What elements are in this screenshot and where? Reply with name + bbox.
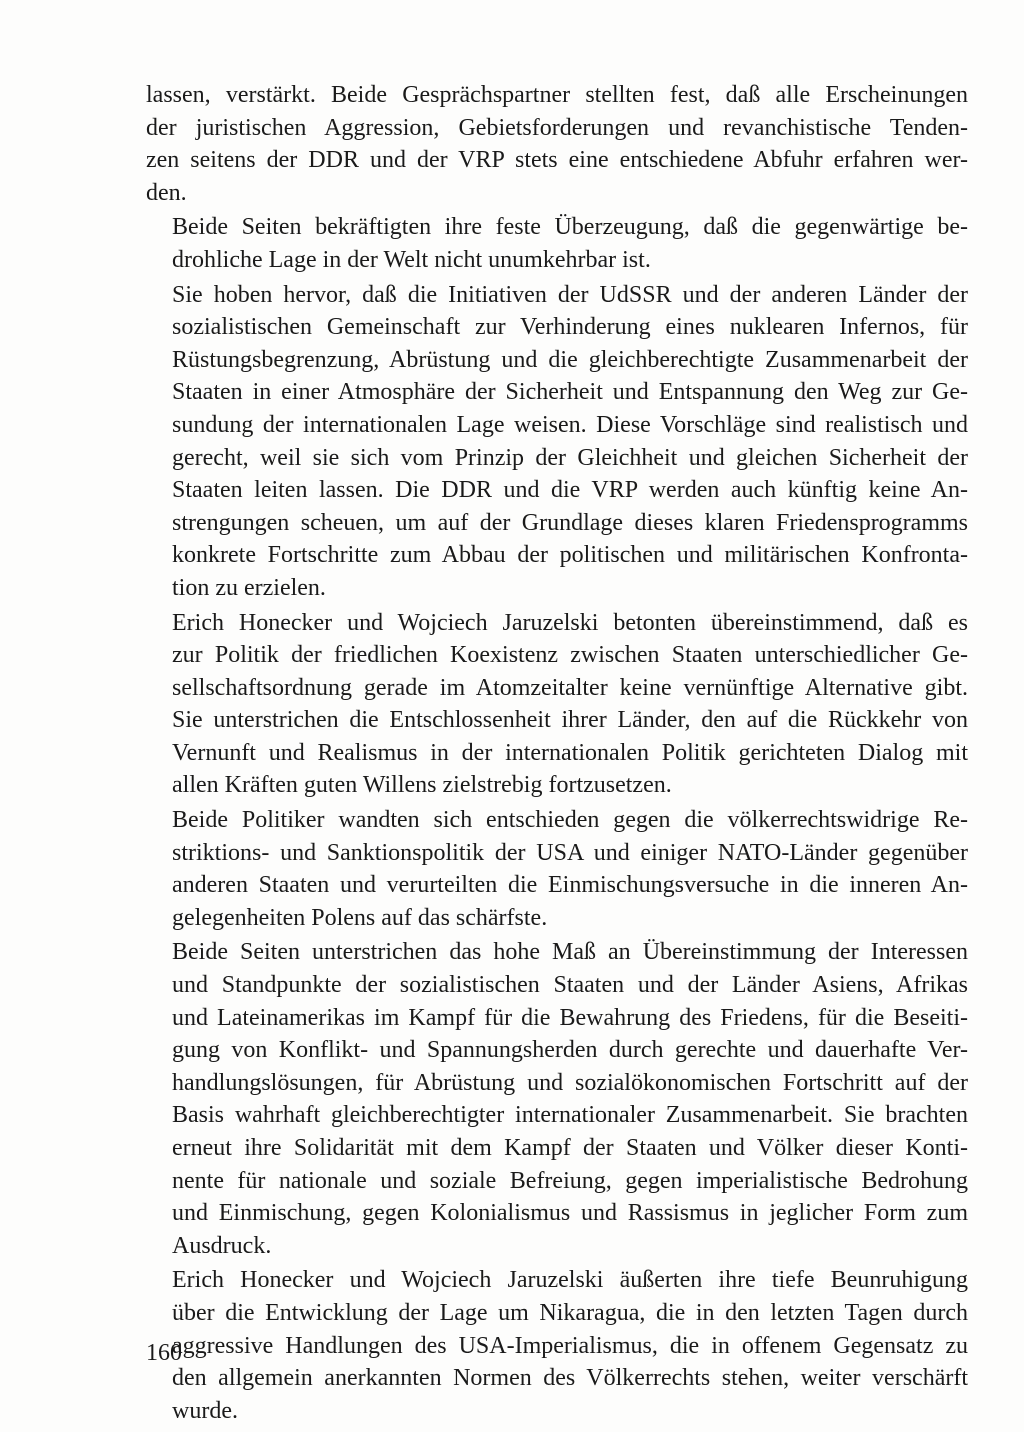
body-text [146, 79, 968, 1429]
text-line: striktions- und Sanktionspolitik der USA und einiger NATO-Länder gegenüber [172, 839, 968, 866]
text-line: Vernunft und Realismus in der internationalen Politik gerichteten Dialog mit [172, 739, 968, 766]
paragraph [146, 211, 968, 276]
page-number: 160 [146, 1340, 182, 1366]
text-line: sozialistischen Gemeinschaft zur Verhinderung eines nuklearen Infernos, für [172, 314, 968, 341]
text-line: zur Politik der friedlichen Koexistenz zwischen Staaten unterschiedlicher Ge- [172, 642, 968, 669]
text-line: Staaten leiten lassen. Die DDR und die VRP werden auch künftig keine An- [172, 477, 968, 504]
paragraph [146, 279, 968, 605]
text-line: Sie hoben hervor, daß die Initiativen der UdSSR und der anderen Länder der [172, 281, 968, 308]
text-line: Beide Politiker wandten sich entschieden gegen die völkerrechtswidrige Re- [172, 807, 968, 834]
text-line: handlungslösungen, für Abrüstung und sozialökonomischen Fortschritt auf der [172, 1069, 968, 1096]
text-line: und Standpunkte der sozialistischen Staaten und der Länder Asiens, Afrikas [172, 972, 968, 999]
text-line: lassen, verstärkt. Beide Gesprächspartner stellten fest, daß alle Erscheinungen [146, 82, 968, 108]
text-line: wurde. [172, 1397, 238, 1424]
text-line: und Einmischung, gegen Kolonialismus und Rassismus in jeglicher Form zum [172, 1200, 968, 1227]
text-line: gelegenheiten Polens auf das schärfste. [172, 904, 548, 931]
text-line: den allgemein anerkannten Normen des Völkerrechts stehen, weiter verschärft [172, 1365, 968, 1392]
text-line: drohliche Lage in der Welt nicht unumkehrbar ist. [172, 246, 651, 273]
text-line: Basis wahrhaft gleichberechtigter internationaler Zusammenarbeit. Sie brachten [172, 1102, 968, 1129]
paragraph [146, 804, 968, 934]
paragraph [146, 607, 968, 803]
text-line: den. [146, 179, 187, 206]
paragraph [146, 79, 968, 209]
text-line: Staaten in einer Atmosphäre der Sicherheit und Entspannung den Weg zur Ge- [172, 379, 968, 406]
text-line: tion zu erzielen. [172, 574, 326, 601]
paragraph [146, 936, 968, 1262]
text-line: Erich Honecker und Wojciech Jaruzelski äußerten ihre tiefe Beunruhigung [172, 1267, 968, 1294]
text-line: und Lateinamerikas im Kampf für die Bewahrung des Friedens, für die Beseiti- [172, 1004, 968, 1031]
text-line: aggressive Handlungen des USA-Imperialismus, die in offenem Gegensatz zu [172, 1332, 968, 1359]
text-line: strengungen scheuen, um auf der Grundlage dieses klaren Friedensprogramms [172, 509, 968, 536]
text-line: gerecht, weil sie sich vom Prinzip der Gleichheit und gleichen Sicherheit der [172, 444, 968, 471]
text-line: Sie unterstrichen die Entschlossenheit ihrer Länder, den auf die Rückkehr von [172, 707, 968, 734]
text-line: über die Entwicklung der Lage um Nikaragua, die in den letzten Tagen durch [172, 1299, 968, 1326]
text-line: anderen Staaten und verurteilten die Einmischungsversuche in die inneren An- [172, 872, 968, 899]
text-line: konkrete Fortschritte zum Abbau der politischen und militärischen Konfronta- [172, 542, 968, 569]
text-line: allen Kräften guten Willens zielstrebig fortzusetzen. [172, 772, 672, 799]
text-line: Erich Honecker und Wojciech Jaruzelski betonten übereinstimmend, daß es [172, 609, 968, 636]
text-line: nente für nationale und soziale Befreiung, gegen imperialistische Bedrohung [172, 1167, 968, 1194]
text-line: der juristischen Aggression, Gebietsforderungen und revanchistische Tenden- [146, 114, 968, 141]
text-line: Rüstungsbegrenzung, Abrüstung und die gleichberechtigte Zusammenarbeit der [172, 346, 968, 373]
text-line: sundung der internationalen Lage weisen. Diese Vorschläge sind realistisch und [172, 411, 968, 438]
paragraph [146, 1264, 968, 1427]
text-line: gung von Konflikt- und Spannungsherden durch gerechte und dauerhafte Ver- [172, 1037, 968, 1064]
text-line: zen seitens der DDR und der VRP stets eine entschiedene Abfuhr erfahren wer- [146, 147, 968, 174]
text-line: erneut ihre Solidarität mit dem Kampf der Staaten und Völker dieser Konti- [172, 1135, 968, 1161]
text-line: Beide Seiten bekräftigten ihre feste Überzeugung, daß die gegenwärtige be- [172, 214, 968, 241]
text-line: sellschaftsordnung gerade im Atomzeitalter keine vernünftige Alternative gibt. [172, 674, 968, 701]
text-line: Ausdruck. [172, 1232, 272, 1259]
text-line: Beide Seiten unterstrichen das hohe Maß an Übereinstimmung der Interessen [172, 939, 968, 966]
